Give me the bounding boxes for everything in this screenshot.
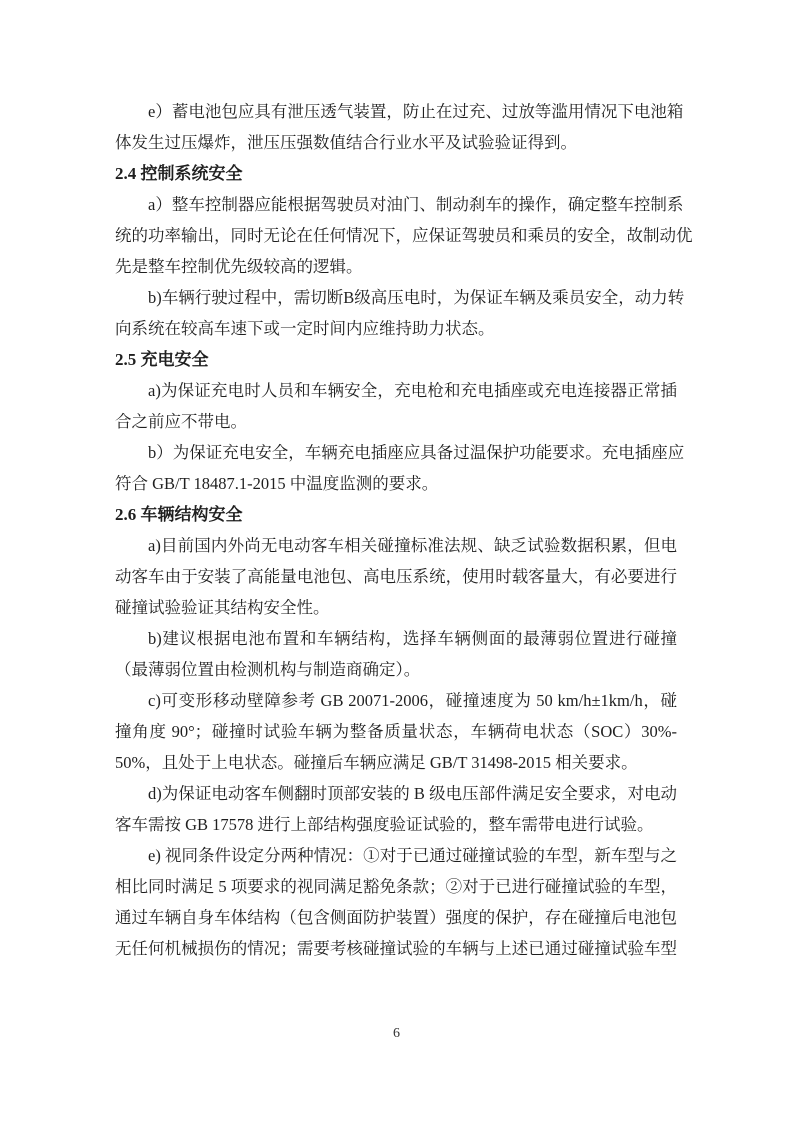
text-line: 向系统在较高车速下或一定时间内应维持助力状态。 <box>115 319 495 338</box>
text-line: 符合 GB/T 18487.1-2015 中温度监测的要求。 <box>115 474 439 493</box>
text-line: e) 视同条件设定分两种情况：①对于已通过碰撞试验的车型，新车型与之 <box>148 846 677 865</box>
text-line: （最薄弱位置由检测机构与制造商确定）。 <box>115 660 421 679</box>
text-line: 撞角度 90°；碰撞时试验车辆为整备质量状态，车辆荷电状态（SOC）30%- <box>115 722 677 741</box>
section-heading-block <box>115 158 677 189</box>
text-line: 碰撞试验验证其结构安全性。 <box>115 598 330 617</box>
paragraph-block <box>115 530 677 623</box>
section-heading-block <box>115 344 677 375</box>
text-line: 先是整车控制优先级较高的逻辑。 <box>115 257 363 276</box>
text-line: 无任何机械损伤的情况；需要考核碰撞试验的车辆与上述已通过碰撞试验车型 <box>115 939 677 958</box>
paragraph-block <box>115 623 677 685</box>
section-heading: 2.5 充电安全 <box>115 350 209 369</box>
page-number: 6 <box>393 1026 400 1041</box>
text-line: 体发生过压爆炸，泄压压强数值结合行业水平及试验验证得到。 <box>115 133 577 152</box>
text-line: a)为保证充电时人员和车辆安全，充电枪和充电插座或充电连接器正常插 <box>148 381 677 400</box>
section-heading: 2.4 控制系统安全 <box>115 164 243 183</box>
text-line: b）为保证充电安全，车辆充电插座应具备过温保护功能要求。充电插座应 <box>148 443 685 462</box>
text-line: e）蓄电池包应具有泄压透气装置，防止在过充、过放等滥用情况下电池箱 <box>148 102 684 121</box>
text-line: a）整车控制器应能根据驾驶员对油门、制动刹车的操作，确定整车控制系 <box>148 195 684 214</box>
paragraph-block <box>115 189 693 282</box>
text-line: c)可变形移动壁障参考 GB 20071-2006，碰撞速度为 50 km/h±1km/h，碰 <box>148 691 677 710</box>
document-body <box>115 96 693 964</box>
section-heading: 2.6 车辆结构安全 <box>115 505 243 524</box>
paragraph-block <box>115 437 685 499</box>
paragraph-block <box>115 282 685 344</box>
text-line: 50%，且处于上电状态。碰撞后车辆应满足 GB/T 31498-2015 相关要求。 <box>115 753 638 772</box>
text-line: d)为保证电动客车侧翻时顶部安装的 B 级电压部件满足安全要求，对电动 <box>148 784 677 803</box>
paragraph-block <box>115 778 677 840</box>
text-line: 客车需按 GB 17578 进行上部结构强度验证试验的，整车需带电进行试验。 <box>115 815 654 834</box>
text-line: b)建议根据电池布置和车辆结构，选择车辆侧面的最薄弱位置进行碰撞 <box>148 629 677 648</box>
text-line: 合之前应不带电。 <box>115 412 247 431</box>
paragraph-block <box>115 96 684 158</box>
paragraph-block <box>115 375 677 437</box>
section-heading-block <box>115 499 677 530</box>
text-line: 动客车由于安装了高能量电池包、高电压系统，使用时载客量大，有必要进行 <box>115 567 677 586</box>
text-line: 统的功率输出，同时无论在任何情况下，应保证驾驶员和乘员的安全，故制动优 <box>115 226 693 245</box>
paragraph-block <box>115 840 677 964</box>
text-line: b)车辆行驶过程中，需切断B级高压电时，为保证车辆及乘员安全，动力转 <box>148 288 685 307</box>
text-line: 相比同时满足 5 项要求的视同满足豁免条款；②对于已进行碰撞试验的车型， <box>115 877 677 896</box>
text-line: a)目前国内外尚无电动客车相关碰撞标准法规、缺乏试验数据积累，但电 <box>148 536 677 555</box>
text-line: 通过车辆自身车体结构（包含侧面防护装置）强度的保护，存在碰撞后电池包 <box>115 908 677 927</box>
paragraph-block <box>115 685 677 778</box>
